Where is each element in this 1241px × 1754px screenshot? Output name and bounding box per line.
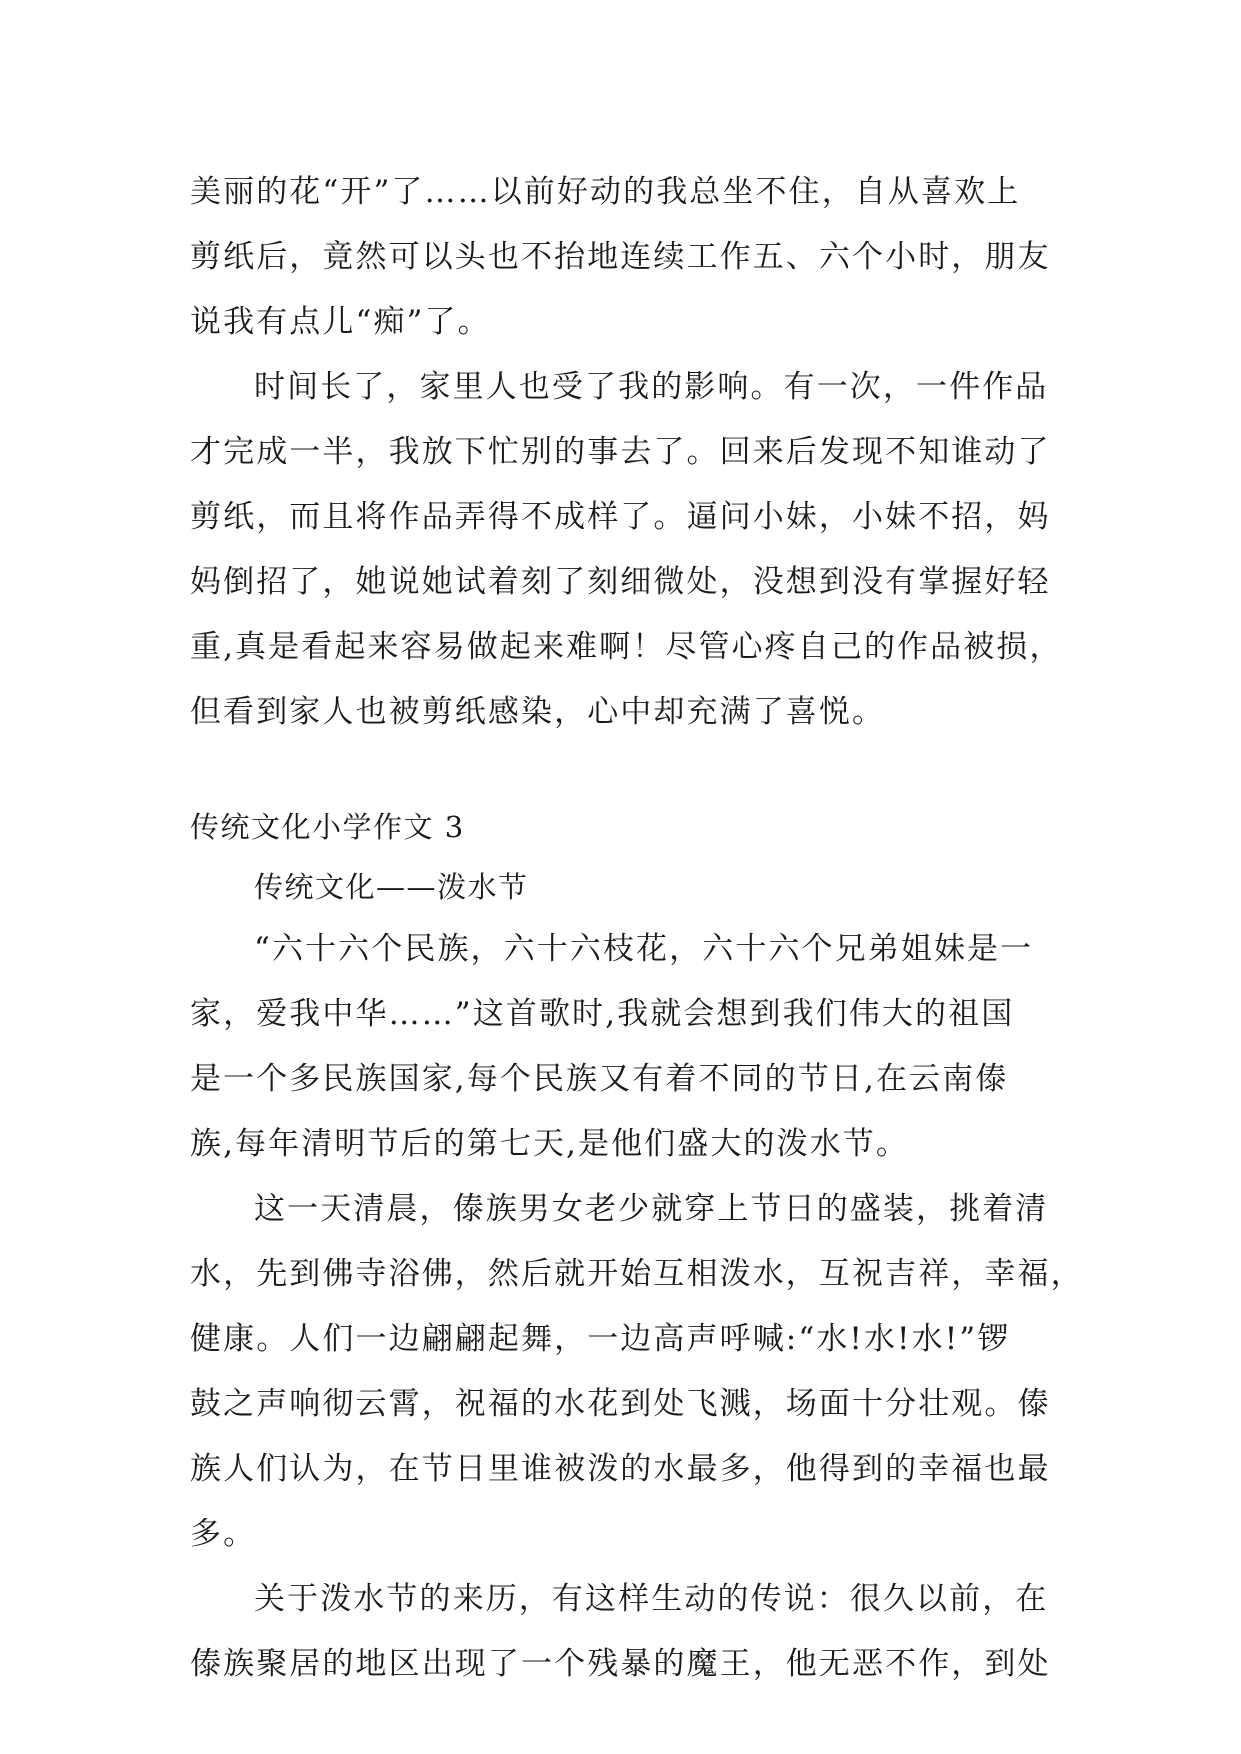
text-line: 族,每年清明节后的第七天,是他们盛大的泼水节。 <box>190 1126 910 1162</box>
text-line: 家，爱我中华……”这首歌时,我就会想到我们伟大的祖国 <box>190 996 1015 1032</box>
essay-subtitle: 传统文化——泼水节 <box>254 870 529 904</box>
paragraph <box>190 355 1063 745</box>
text-line: 这一天清晨，傣族男女老少就穿上节日的盛装，挑着清 <box>254 1191 1049 1227</box>
text-line: 剪纸后，竟然可以头也不抬地连续工作五、六个小时，朋友 <box>190 239 1051 275</box>
text-line: 妈倒招了，她说她试着刻了刻细微处，没想到没有掌握好轻 <box>190 564 1051 600</box>
paragraph <box>190 1567 1054 1697</box>
text-line: 傣族聚居的地区出现了一个残暴的魔王，他无恶不作，到处 <box>190 1646 1051 1682</box>
text-line: 多。 <box>190 1516 257 1552</box>
text-line: 是一个多民族国家,每个民族又有着不同的节日,在云南傣 <box>190 1061 1009 1097</box>
text-line: 说我有点儿“痴”了。 <box>190 304 491 340</box>
section-heading: 传统文化小学作文 3 <box>190 810 465 844</box>
text-line: 剪纸，而且将作品弄得不成样了。逼问小妹，小妹不招，妈 <box>190 499 1051 535</box>
text-line: 时间长了，家里人也受了我的影响。有一次，一件作品 <box>254 369 1049 405</box>
document-page <box>190 160 1084 1697</box>
paragraph <box>190 160 1054 355</box>
text-line: 关于泼水节的来历，有这样生动的传说：很久以前，在 <box>254 1581 1049 1617</box>
text-line: 族人们认为，在节日里谁被泼的水最多，他得到的幸福也最 <box>190 1451 1051 1487</box>
text-line: 才完成一半，我放下忙别的事去了。回来后发现不知谁动了 <box>190 434 1051 470</box>
paragraph <box>190 917 1054 1177</box>
text-line: 健康。人们一边翩翩起舞，一边高声呼喊:“水!水!水!”锣 <box>190 1321 1011 1357</box>
paragraph <box>190 1177 1084 1567</box>
text-line: “六十六个民族，六十六枝花，六十六个兄弟姐妹是一 <box>254 931 1034 967</box>
text-line: 重,真是看起来容易做起来难啊！尽管心疼自己的作品被损， <box>190 629 1063 665</box>
text-line: 水，先到佛寺浴佛，然后就开始互相泼水，互祝吉祥，幸福， <box>190 1256 1084 1292</box>
section-spacer <box>190 745 1054 797</box>
text-line: 美丽的花“开”了……以前好动的我总坐不住，自从喜欢上 <box>190 174 1021 210</box>
text-line: 鼓之声响彻云霄，祝福的水花到处飞溅，场面十分壮观。傣 <box>190 1386 1051 1422</box>
text-line: 但看到家人也被剪纸感染，心中却充满了喜悦。 <box>190 694 886 730</box>
